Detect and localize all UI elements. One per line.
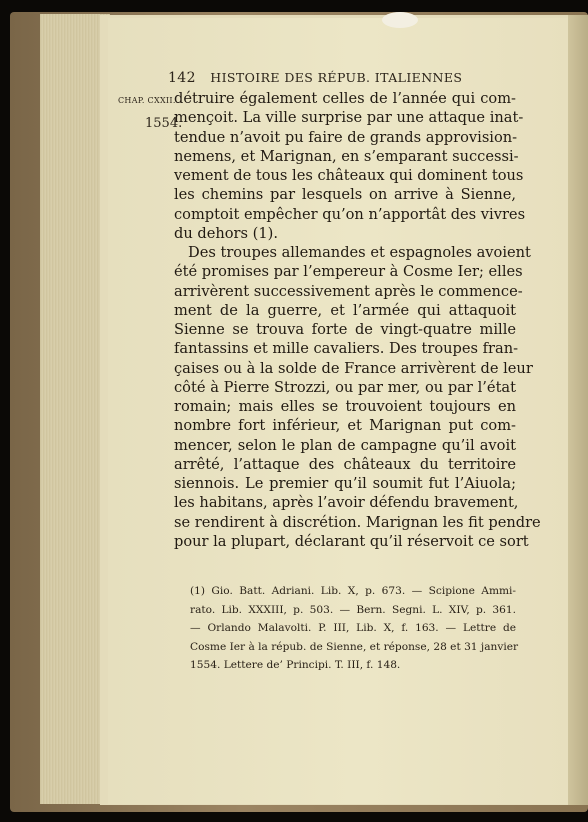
margin-year: 1554. <box>145 116 183 131</box>
body-line: nemens, et Marignan, en s’emparant successi- <box>174 147 519 165</box>
margin-chapter: CHAP. CXXII. <box>118 96 176 105</box>
body-line: mencer, selon le plan de campagne qu’il avoit <box>174 436 516 454</box>
paper-stain <box>382 12 418 28</box>
body-line: du dehors (1). <box>174 224 278 242</box>
body-line: les chemins par lesquels on arrive à Sienne, <box>174 186 516 204</box>
body-line: çaises ou à la solde de France arrivèrent de leur <box>174 359 533 377</box>
footnote-line: 1554. Lettere de’ Principi. T. III, f. 148. <box>190 659 401 671</box>
body-line: pour la plupart, déclarant qu’il réservoit ce sort <box>174 532 529 550</box>
body-line: vement de tous les châteaux qui dominent tous <box>174 167 524 184</box>
footnote-line: — Orlando Malavolti. P. III, Lib. X, f. 163. — Lettre de <box>190 622 516 634</box>
body-text <box>174 89 541 551</box>
body-line: comptoit empêcher qu’on n’apportât des vivres <box>174 205 526 223</box>
body-line: fantassins et mille cavaliers. Des troupes fran- <box>174 340 519 358</box>
body-line: tendue n’avoit pu faire de grands approvision- <box>174 128 518 146</box>
body-line: arrêté, l’attaque des châteaux du territoire <box>174 455 516 473</box>
body-line: mençoit. La ville surprise par une attaque inat- <box>174 109 524 127</box>
footnotes <box>190 582 519 675</box>
body-line: Sienne se trouva forte de vingt-quatre mille <box>174 321 516 338</box>
body-line: se rendirent à discrétion. Marignan les fit pendre <box>174 513 541 531</box>
body-line: Des troupes allemandes et espagnoles avoient <box>188 244 531 261</box>
page-number: 142 <box>168 70 196 86</box>
body-line: nombre fort inférieur, et Marignan put com- <box>174 417 516 435</box>
body-line: côté à Pierre Strozzi, ou par mer, ou par l’état <box>174 378 516 396</box>
body-line: ment de la guerre, et l’armée qui attaquoit <box>174 301 516 319</box>
body-line: détruire également celles de l’année qui com- <box>174 90 516 107</box>
footnote-line: (1) Gio. Batt. Adriani. Lib. X, p. 673. — Scipione Ammi- <box>190 585 516 597</box>
body-line: les habitans, après l’avoir défendu bravement, <box>174 494 519 512</box>
body-line: été promises par l’empereur à Cosme Ier; elles <box>174 263 523 281</box>
body-line: siennois. Le premier qu’il soumit fut l’Aiuola; <box>174 475 516 492</box>
running-header <box>168 70 468 86</box>
footnote-line: rato. Lib. XXXIII, p. 503. — Bern. Segni. L. XIV, p. 361. <box>190 603 516 616</box>
body-line: arrivèrent successivement après le commence- <box>174 282 523 300</box>
body-line: romain; mais elles se trouvoient toujours en <box>174 398 516 415</box>
running-title: HISTOIRE DES RÉPUB. ITALIENNES <box>210 70 463 85</box>
right-page-edge <box>568 15 588 805</box>
footnote-line: Cosme Ier à la répub. de Sienne, et réponse, 28 et 31 janvier <box>190 640 519 653</box>
